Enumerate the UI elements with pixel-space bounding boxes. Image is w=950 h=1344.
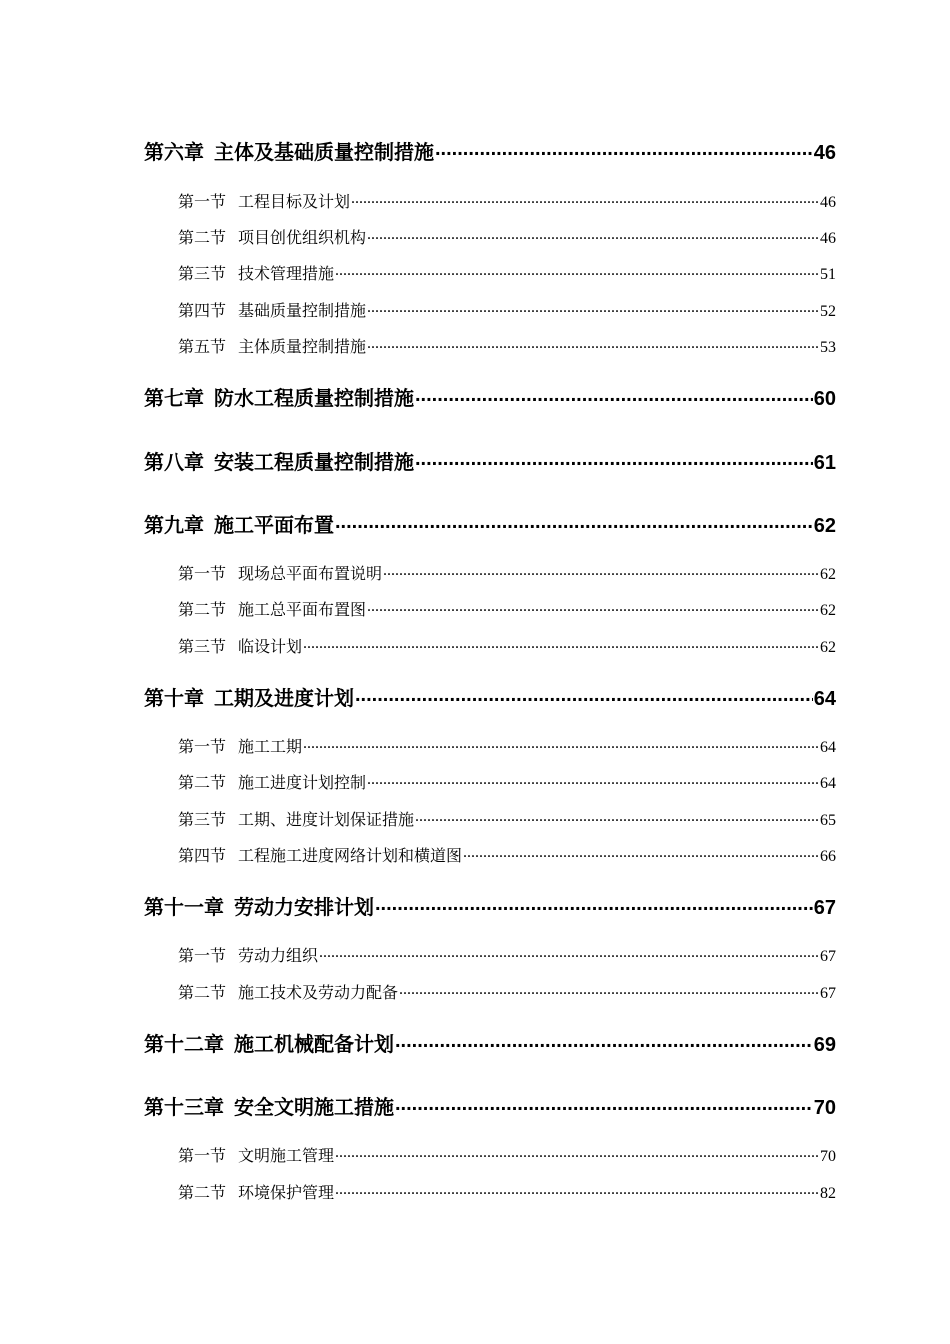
- toc-chapter-entry[interactable]: [144, 1028, 836, 1056]
- toc-section-entry[interactable]: [178, 561, 836, 585]
- toc-section-entry[interactable]: [178, 597, 836, 621]
- page-number: 61: [813, 452, 836, 474]
- chapter-number: 第七章: [144, 386, 204, 410]
- section-number: 第一节: [178, 564, 227, 583]
- section-title: 技术管理措施: [238, 264, 335, 283]
- toc-section-entry[interactable]: [178, 298, 836, 322]
- chapter-title: 施工机械配备计划: [234, 1032, 394, 1056]
- section-title: 施工工期: [238, 737, 303, 756]
- toc-section-entry[interactable]: [178, 225, 836, 249]
- dot-leader: [435, 139, 813, 159]
- toc-section-entry[interactable]: [178, 634, 836, 658]
- section-title: 环境保护管理: [238, 1183, 335, 1202]
- page-number: 46: [813, 142, 836, 164]
- page-number: 67: [820, 985, 836, 1002]
- chapter-title: 安装工程质量控制措施: [214, 450, 414, 474]
- toc-section-entry[interactable]: [178, 334, 836, 358]
- page-number: 64: [820, 775, 836, 792]
- dot-leader: [303, 736, 819, 752]
- dot-leader: [367, 300, 819, 316]
- page-number: 62: [813, 515, 836, 537]
- chapter-title: 防水工程质量控制措施: [214, 386, 414, 410]
- chapter-number: 第十三章: [144, 1095, 224, 1119]
- section-number: 第五节: [178, 337, 227, 356]
- section-title: 基础质量控制措施: [238, 301, 367, 320]
- dot-leader: [415, 809, 819, 825]
- dot-leader: [351, 191, 819, 207]
- dot-leader: [355, 685, 813, 705]
- toc-section-entry[interactable]: [178, 734, 836, 758]
- page-number: 67: [813, 897, 836, 919]
- toc-chapter-entry[interactable]: [144, 891, 836, 919]
- section-title: 临设计划: [238, 637, 303, 656]
- dot-leader: [335, 1182, 819, 1198]
- toc-chapter-entry[interactable]: [144, 1091, 836, 1119]
- section-title: 现场总平面布置说明: [238, 564, 383, 583]
- toc-chapter-entry[interactable]: [144, 136, 836, 164]
- page-number: 69: [813, 1034, 836, 1056]
- toc-section-entry[interactable]: [178, 1143, 836, 1167]
- section-number: 第一节: [178, 192, 227, 211]
- toc-section-entry[interactable]: [178, 261, 836, 285]
- toc-section-entry[interactable]: [178, 770, 836, 794]
- dot-leader: [383, 563, 819, 579]
- dot-leader: [463, 845, 819, 861]
- page-number: 46: [820, 230, 836, 247]
- dot-leader: [395, 1094, 813, 1114]
- page-number: 67: [820, 948, 836, 965]
- chapter-title: 安全文明施工措施: [234, 1095, 394, 1119]
- dot-leader: [319, 945, 819, 961]
- toc-section-entry[interactable]: [178, 980, 836, 1004]
- chapter-title: 主体及基础质量控制措施: [214, 140, 434, 164]
- dot-leader: [415, 385, 813, 405]
- dot-leader: [367, 227, 819, 243]
- chapter-number: 第十二章: [144, 1032, 224, 1056]
- section-title: 施工进度计划控制: [238, 773, 367, 792]
- toc-section-entry[interactable]: [178, 1180, 836, 1204]
- chapter-number: 第十章: [144, 686, 204, 710]
- section-number: 第二节: [178, 983, 227, 1002]
- page-number: 64: [820, 739, 836, 756]
- toc-chapter-entry[interactable]: [144, 446, 836, 474]
- chapter-number: 第九章: [144, 513, 204, 537]
- section-number: 第一节: [178, 946, 227, 965]
- chapter-title: 工期及进度计划: [214, 686, 354, 710]
- section-number: 第一节: [178, 1146, 227, 1165]
- page-number: 70: [813, 1097, 836, 1119]
- page-number: 70: [820, 1148, 836, 1165]
- dot-leader: [367, 336, 819, 352]
- section-number: 第二节: [178, 1183, 227, 1202]
- section-title: 施工总平面布置图: [238, 600, 367, 619]
- dot-leader: [335, 1145, 819, 1161]
- section-title: 施工技术及劳动力配备: [238, 983, 399, 1002]
- chapter-number: 第六章: [144, 140, 204, 164]
- section-title: 工期、进度计划保证措施: [238, 810, 415, 829]
- section-number: 第二节: [178, 600, 227, 619]
- page-number: 62: [820, 639, 836, 656]
- page-number: 51: [820, 266, 836, 283]
- section-title: 文明施工管理: [238, 1146, 335, 1165]
- page-number: 64: [813, 688, 836, 710]
- page-number: 66: [820, 848, 836, 865]
- section-number: 第三节: [178, 264, 227, 283]
- section-title: 劳动力组织: [238, 946, 319, 965]
- page-number: 53: [820, 339, 836, 356]
- chapter-number: 第十一章: [144, 895, 224, 919]
- section-number: 第三节: [178, 637, 227, 656]
- page-number: 62: [820, 602, 836, 619]
- dot-leader: [335, 512, 813, 532]
- toc-section-entry[interactable]: [178, 189, 836, 213]
- page-number: 52: [820, 303, 836, 320]
- chapter-number: 第八章: [144, 450, 204, 474]
- dot-leader: [367, 772, 819, 788]
- section-number: 第四节: [178, 846, 227, 865]
- page-number: 62: [820, 566, 836, 583]
- chapter-title: 施工平面布置: [214, 513, 334, 537]
- section-title: 主体质量控制措施: [238, 337, 367, 356]
- section-number: 第二节: [178, 773, 227, 792]
- dot-leader: [375, 894, 813, 914]
- page-number: 60: [813, 388, 836, 410]
- section-title: 项目创优组织机构: [238, 228, 367, 247]
- page-number: 82: [820, 1185, 836, 1202]
- dot-leader: [367, 599, 819, 615]
- dot-leader: [399, 982, 819, 998]
- section-number: 第三节: [178, 810, 227, 829]
- page-number: 46: [820, 194, 836, 211]
- dot-leader: [395, 1031, 813, 1051]
- section-number: 第一节: [178, 737, 227, 756]
- page-number: 65: [820, 812, 836, 829]
- section-title: 工程施工进度网络计划和横道图: [238, 846, 463, 865]
- toc-section-entry[interactable]: [178, 807, 836, 831]
- toc-section-entry[interactable]: [178, 843, 836, 867]
- toc-chapter-entry[interactable]: [144, 509, 836, 537]
- section-title: 工程目标及计划: [238, 192, 351, 211]
- toc-chapter-entry[interactable]: [144, 682, 836, 710]
- dot-leader: [415, 449, 813, 469]
- dot-leader: [303, 636, 819, 652]
- section-number: 第二节: [178, 228, 227, 247]
- dot-leader: [335, 263, 819, 279]
- section-number: 第四节: [178, 301, 227, 320]
- toc-chapter-entry[interactable]: [144, 382, 836, 410]
- chapter-title: 劳动力安排计划: [234, 895, 374, 919]
- toc-section-entry[interactable]: [178, 943, 836, 967]
